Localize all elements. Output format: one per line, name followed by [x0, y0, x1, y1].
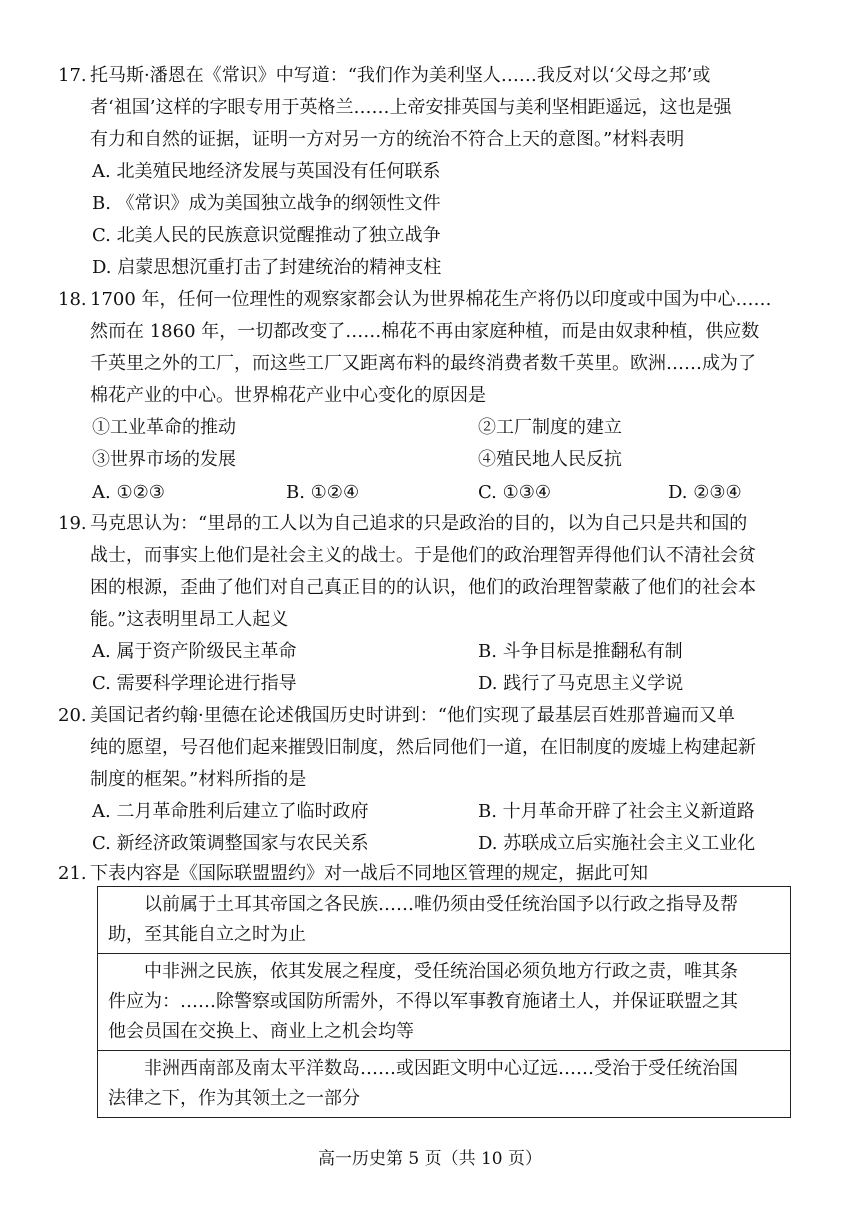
stem-line: 有力和自然的证据，证明一方对另一方的统治不符合上天的意图。”材料表明: [90, 129, 685, 150]
option-a[interactable]: A. 属于资产阶级民主革命: [92, 641, 297, 662]
question-17: [58, 60, 798, 156]
table-row: [98, 887, 791, 954]
option-b[interactable]: B. 《常识》成为美国独立战争的纲领性文件: [92, 193, 441, 214]
question-number: 21.: [58, 863, 87, 884]
question-stem: [90, 508, 798, 636]
option-c[interactable]: C. 北美人民的民族意识觉醒推动了独立战争: [92, 225, 441, 246]
cell-line: 法律之下，作为其领土之一部分: [108, 1088, 360, 1109]
question-stem: 下表内容是《国际联盟盟约》对一战后不同地区管理的规定，据此可知: [90, 863, 648, 884]
question-stem: [90, 700, 798, 796]
stem-line: 棉花产业的中心。世界棉花产业中心变化的原因是: [90, 385, 486, 406]
question-number: 19.: [58, 513, 87, 534]
question-number: 20.: [58, 705, 87, 726]
cell-line: 中非洲之民族，依其发展之程度，受任统治国必须负地方行政之责，唯其条: [144, 961, 738, 982]
table-cell: [98, 887, 791, 954]
stem-line: 能。”这表明里昂工人起义: [90, 609, 289, 630]
option-a[interactable]: A. 北美殖民地经济发展与英国没有任何联系: [92, 161, 441, 182]
stem-line: 战士，而事实上他们是社会主义的战士。于是他们的政治理智弄得他们认不清社会贫: [90, 545, 756, 566]
stem-line: 托马斯·潘恩在《常识》中写道：“我们作为美利坚人……我反对以‘父母之邦’或: [90, 65, 711, 86]
option-b[interactable]: B. 十月革命开辟了社会主义新道路: [478, 801, 755, 822]
stem-line: 制度的框架。”材料所指的是: [90, 769, 307, 790]
cell-line: 助，至其能自立之时为止: [108, 924, 306, 945]
question-19: [58, 508, 798, 636]
covenant-table: [97, 886, 791, 1118]
option-a[interactable]: A. 二月革命胜利后建立了临时政府: [92, 801, 369, 822]
stem-line: 者‘祖国’这样的字眼专用于英格兰……上帝安排英国与美利坚相距遥远，这也是强: [90, 97, 732, 118]
question-18: [58, 284, 798, 412]
table-cell: [98, 954, 791, 1051]
stem-line: 马克思认为：“里昂的工人以为自己追求的只是政治的目的，以为自己只是共和国的: [90, 513, 748, 534]
statement-item: ④殖民地人民反抗: [478, 449, 622, 470]
option-a[interactable]: A. ①②③: [92, 482, 165, 503]
question-20: [58, 700, 798, 796]
page-footer: 高一历史第 5 页（共 10 页）: [317, 1149, 543, 1169]
cell-line: 他会员国在交换上、商业上之机会均等: [108, 1021, 414, 1042]
question-number: 18.: [58, 289, 87, 310]
cell-line: 非洲西南部及南太平洋数岛……或因距文明中心辽远……受治于受任统治国: [144, 1058, 738, 1079]
statement-item: ③世界市场的发展: [92, 449, 236, 470]
stem-line: 困的根源，歪曲了他们对自己真正目的的认识，他们的政治理智蒙蔽了他们的社会本: [90, 577, 756, 598]
option-d[interactable]: D. 践行了马克思主义学说: [478, 673, 684, 694]
table-row: [98, 954, 791, 1051]
option-d[interactable]: D. 苏联成立后实施社会主义工业化: [478, 833, 756, 854]
stem-line: 然而在 1860 年，一切都改变了……棉花不再由家庭种植，而是由奴隶种植，供应数: [90, 321, 760, 342]
statement-item: ②工厂制度的建立: [478, 417, 622, 438]
option-c[interactable]: C. 需要科学理论进行指导: [92, 673, 297, 694]
cell-line: 以前属于土耳其帝国之各民族……唯仍须由受任统治国予以行政之指导及帮: [144, 894, 738, 915]
stem-line: 千英里之外的工厂，而这些工厂又距离布料的最终消费者数千英里。欧洲……成为了: [90, 353, 756, 374]
table-cell: [98, 1051, 791, 1118]
option-b[interactable]: B. ①②④: [286, 482, 360, 503]
stem-line: 美国记者约翰·里德在论述俄国历史时讲到：“他们实现了最基层百姓那普遍而又单: [90, 705, 735, 726]
option-c[interactable]: C. 新经济政策调整国家与农民关系: [92, 833, 369, 854]
option-b[interactable]: B. 斗争目标是推翻私有制: [478, 641, 683, 662]
cell-line: 件应为：……除警察或国防所需外，不得以军事教育施诸土人，并保证联盟之其: [108, 991, 738, 1012]
stem-line: 纯的愿望，号召他们起来摧毁旧制度，然后同他们一道，在旧制度的废墟上构建起新: [90, 737, 756, 758]
option-d[interactable]: D. 启蒙思想沉重打击了封建统治的精神支柱: [92, 257, 442, 278]
question-stem: [90, 284, 798, 412]
question-stem: [90, 60, 798, 156]
option-c[interactable]: C. ①③④: [478, 482, 551, 503]
table-row: [98, 1051, 791, 1118]
question-number: 17.: [58, 65, 87, 86]
statement-item: ①工业革命的推动: [92, 417, 236, 438]
option-d[interactable]: D. ②③④: [668, 482, 742, 503]
stem-line: 1700 年，任何一位理性的观察家都会认为世界棉花生产将仍以印度或中国为中心……: [90, 289, 772, 310]
